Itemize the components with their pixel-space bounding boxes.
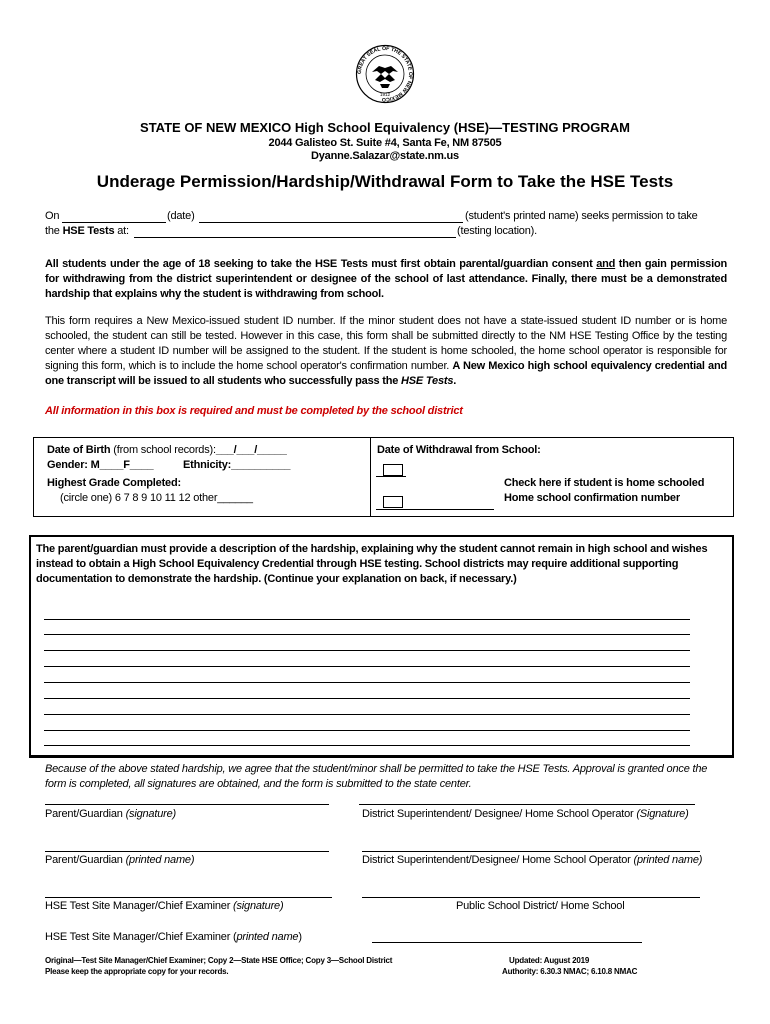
hardship-line[interactable]	[44, 698, 690, 699]
intro-tests-line: the HSE Tests at:	[45, 225, 129, 237]
dob-row: Date of Birth (from school records):___/___/_____	[47, 444, 287, 456]
hardship-instructions: The parent/guardian must provide a description of the hardship, explaining why the student cannot remain in high school and wishes instead to obtain a High School Equivalency Credential through HSE testing. School districts may require additional supporting documentation to demonstrate the hardship. (Continue your explanation on back, if necessary.)	[36, 543, 708, 585]
home-school-check-label: Check here if student is home schooled	[504, 477, 705, 489]
student-name-field[interactable]	[199, 222, 463, 223]
hardship-line[interactable]	[44, 619, 690, 620]
home-school-confirm-label: Home school confirmation number	[504, 492, 680, 504]
hardship-line[interactable]	[44, 666, 690, 667]
agreement-text: Because of the above stated hardship, we agree that the student/minor shall be permitted to take the HSE Tests. Approval is granted once the form is completed, all signatures are obtained, and the form is submitted to the state center.	[45, 763, 708, 790]
program-title: STATE OF NEW MEXICO High School Equivalency (HSE)—TESTING PROGRAM	[140, 120, 630, 135]
office-email[interactable]: Dyanne.Salazar@state.nm.us	[311, 150, 459, 162]
hardship-line[interactable]	[44, 650, 690, 651]
testing-location-field[interactable]	[134, 237, 456, 238]
manager-printed-name-label: HSE Test Site Manager/Chief Examiner (printed name)	[45, 931, 302, 943]
manager-signature-label: HSE Test Site Manager/Chief Examiner (signature)	[45, 900, 284, 912]
withdrawal-date-label: Date of Withdrawal from School:	[377, 444, 541, 456]
intro-on-label: On	[45, 210, 60, 222]
parent-printed-name-line[interactable]	[45, 851, 329, 852]
parent-signature-line[interactable]	[45, 804, 329, 805]
grade-label: Highest Grade Completed:	[47, 477, 181, 489]
hardship-line[interactable]	[44, 634, 690, 635]
updated-date: Updated: August 2019	[509, 956, 590, 965]
manager-printed-name-line[interactable]	[372, 942, 642, 943]
keep-copy-note: Please keep the appropriate copy for your records.	[45, 967, 229, 976]
date-field[interactable]	[62, 222, 166, 223]
copies-distribution: Original—Test Site Manager/Chief Examiner; Copy 2—State HSE Office; Copy 3—School District	[45, 956, 393, 965]
office-address: 2044 Galisteo St. Suite #4, Santa Fe, NM 87505	[268, 137, 502, 149]
svg-text:1912: 1912	[379, 92, 391, 97]
intro-location-label: (testing location).	[457, 225, 537, 237]
district-printed-name-label: District Superintendent/Designee/ Home School Operator (printed name)	[362, 854, 703, 866]
new-mexico-state-seal	[355, 44, 415, 104]
district-required-notice: All information in this box is required and must be completed by the school district	[45, 405, 463, 417]
public-school-label: Public School District/ Home School	[456, 900, 625, 912]
home-school-checkbox[interactable]	[383, 464, 403, 476]
form-title: Underage Permission/Hardship/Withdrawal Form to Take the HSE Tests	[96, 172, 674, 191]
intro-date-label: (date)	[167, 210, 195, 222]
parent-printed-name-label: Parent/Guardian (printed name)	[45, 854, 195, 866]
grade-options[interactable]: (circle one) 6 7 8 9 10 11 12 other______	[60, 492, 253, 504]
public-school-line[interactable]	[362, 897, 700, 898]
consent-notice: All students under the age of 18 seeking to take the HSE Tests must first obtain parental/guardian consent and then gain permission for withdrawing from the district superintendent or designee of the school of last attendance. Finally, there must be a demonstrated hardship that explains why the student is withdrawing from school.	[45, 258, 727, 300]
instructions-paragraph: This form requires a New Mexico-issued student ID number. If the minor student does not have a state-issued student ID number or is home schooled, the student can still be tested. However in this case, this form shall be submitted directly to the NM HSE Testing Office by the testing center where a student ID number will be assigned to the student. If the student is home schooled, the home school operator is responsible for signing this form, which is to include the home school operator's confirmation number. A New Mexico high school equivalency credential and one transcript will be issued to all students who successfully pass the HSE Tests.	[45, 315, 727, 387]
confirmation-number-field[interactable]	[376, 509, 494, 510]
hardship-line[interactable]	[44, 682, 690, 683]
intro-student-label: (student's printed name) seeks permission to take	[465, 210, 698, 222]
hardship-line[interactable]	[44, 714, 690, 715]
authority: Authority: 6.30.3 NMAC; 6.10.8 NMAC	[502, 967, 638, 976]
gender-field[interactable]: Gender: M____F____	[47, 459, 154, 471]
hardship-line[interactable]	[44, 730, 690, 731]
district-printed-name-line[interactable]	[362, 851, 700, 852]
parent-signature-label: Parent/Guardian (signature)	[45, 808, 176, 820]
ethnicity-field[interactable]: Ethnicity:__________	[183, 459, 291, 471]
district-signature-line[interactable]	[359, 804, 695, 805]
manager-signature-line[interactable]	[45, 897, 332, 898]
svg-text:GREAT SEAL OF THE STATE OF NEW: GREAT SEAL OF THE STATE OF NEW MEXICO	[356, 45, 414, 103]
hardship-line[interactable]	[44, 745, 690, 746]
district-signature-label: District Superintendent/ Designee/ Home School Operator (Signature)	[362, 808, 689, 820]
checkbox-underline	[376, 476, 406, 477]
confirmation-box[interactable]	[383, 496, 403, 508]
